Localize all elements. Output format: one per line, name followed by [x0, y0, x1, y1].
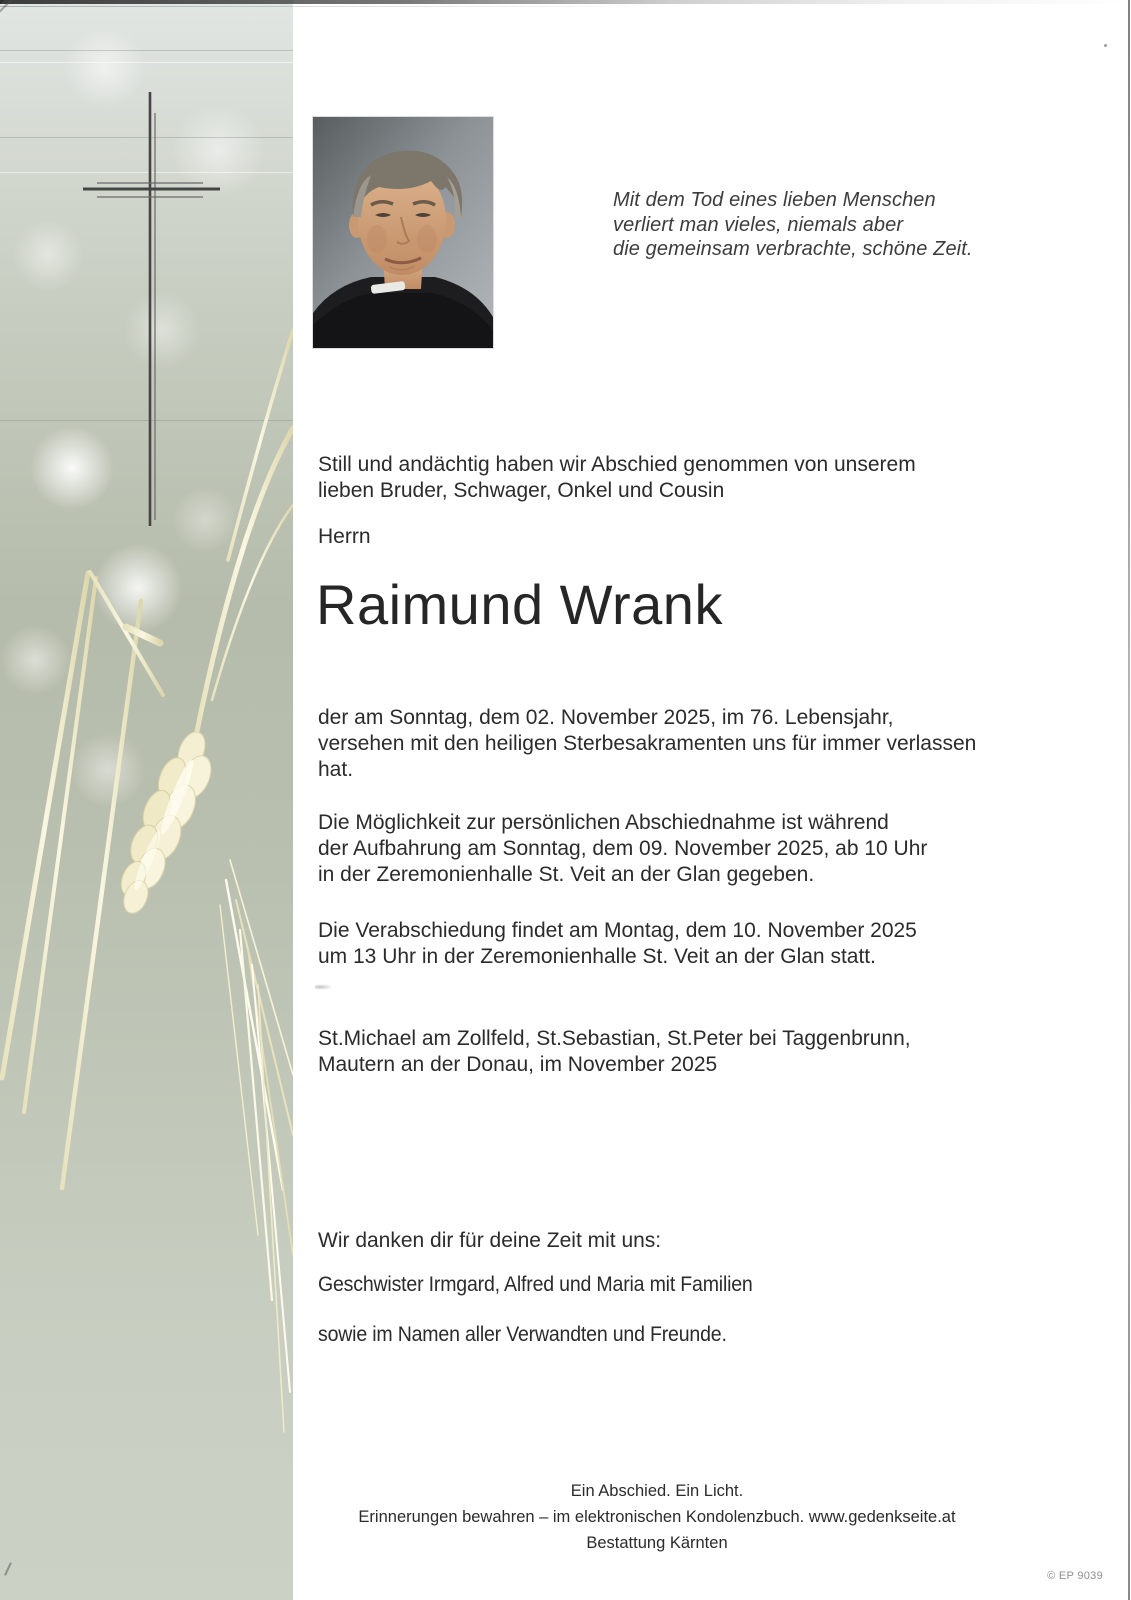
- places-paragraph: [318, 1026, 911, 1078]
- left-decor-panel: [0, 0, 293, 1600]
- portrait-photo: [313, 117, 493, 348]
- family-line: [318, 1272, 785, 1298]
- farewell-line: Die Verabschiedung findet am Montag, dem 10. November 2025: [318, 919, 917, 942]
- quote-line: Mit dem Tod eines lieben Menschen: [613, 189, 936, 211]
- viewing-line: in der Zeremonienhalle St. Veit an der Glan gegeben.: [318, 863, 815, 886]
- scan-smudge-middle: [315, 984, 333, 990]
- viewing-paragraph: [318, 810, 927, 888]
- viewing-line: der Aufbahrung am Sonntag, dem 09. November 2025, ab 10 Uhr: [318, 837, 928, 860]
- scan-edge-right: [1128, 0, 1130, 1600]
- wheat-stems: [2, 330, 293, 1188]
- farewell-line: um 13 Uhr in der Zeremonienhalle St. Veit an der Glan statt.: [318, 945, 876, 968]
- salutation: Herrn: [318, 525, 371, 548]
- print-code: © EP 9039: [1047, 1570, 1103, 1582]
- closing-line: [318, 1322, 757, 1348]
- panel-artwork: [0, 0, 293, 1600]
- intro-line: lieben Bruder, Schwager, Onkel und Cousin: [318, 479, 725, 502]
- deceased-name: Raimund Wrank: [316, 573, 723, 636]
- places-line: St.Michael am Zollfeld, St.Sebastian, St.Peter bei Taggenbrunn,: [318, 1027, 911, 1050]
- condolence-quote: [613, 188, 973, 262]
- footer-line: Ein Abschied. Ein Licht.: [570, 1482, 744, 1500]
- portrait-photo-art: [313, 117, 493, 348]
- scan-speck-top-right: [1104, 44, 1107, 47]
- death-line: versehen mit den heiligen Sterbesakramenten uns für immer verlassen: [318, 732, 977, 755]
- death-line: der am Sonntag, dem 02. November 2025, im 76. Lebensjahr,: [318, 706, 894, 729]
- family-line-text: Geschwister Irmgard, Alfred und Maria mit Familien: [318, 1273, 753, 1296]
- wheat-ear-icon: [106, 724, 224, 921]
- thanks-line: Wir danken dir für deine Zeit mit uns:: [318, 1229, 662, 1252]
- scan-edge-top: [0, 0, 1131, 4]
- closing-line-text: sowie im Namen aller Verwandten und Freunde.: [318, 1323, 727, 1346]
- footer-line: Bestattung Kärnten: [586, 1534, 728, 1552]
- scan-smudge-top-left: [0, 0, 26, 22]
- quote-line: die gemeinsam verbrachte, schöne Zeit.: [613, 238, 973, 260]
- footer-line: Erinnerungen bewahren – im elektronischen Kondolenzbuch. www.gedenkseite.at: [358, 1508, 956, 1526]
- viewing-line: Die Möglichkeit zur persönlichen Abschiednahme ist während: [318, 811, 889, 834]
- footer: [313, 1478, 1001, 1556]
- cross-icon: [83, 92, 220, 526]
- intro-line: Still und andächtig haben wir Abschied genommen von unserem: [318, 453, 916, 476]
- intro-text: [318, 452, 916, 504]
- places-line: Mautern an der Donau, im November 2025: [318, 1053, 718, 1076]
- scan-edge-top-secondary: [0, 6, 679, 7]
- death-paragraph: [318, 705, 976, 783]
- wheat-awns: [220, 860, 293, 1432]
- farewell-paragraph: [318, 918, 917, 970]
- death-line: hat.: [318, 758, 354, 781]
- quote-line: verliert man vieles, niemals aber: [613, 213, 904, 236]
